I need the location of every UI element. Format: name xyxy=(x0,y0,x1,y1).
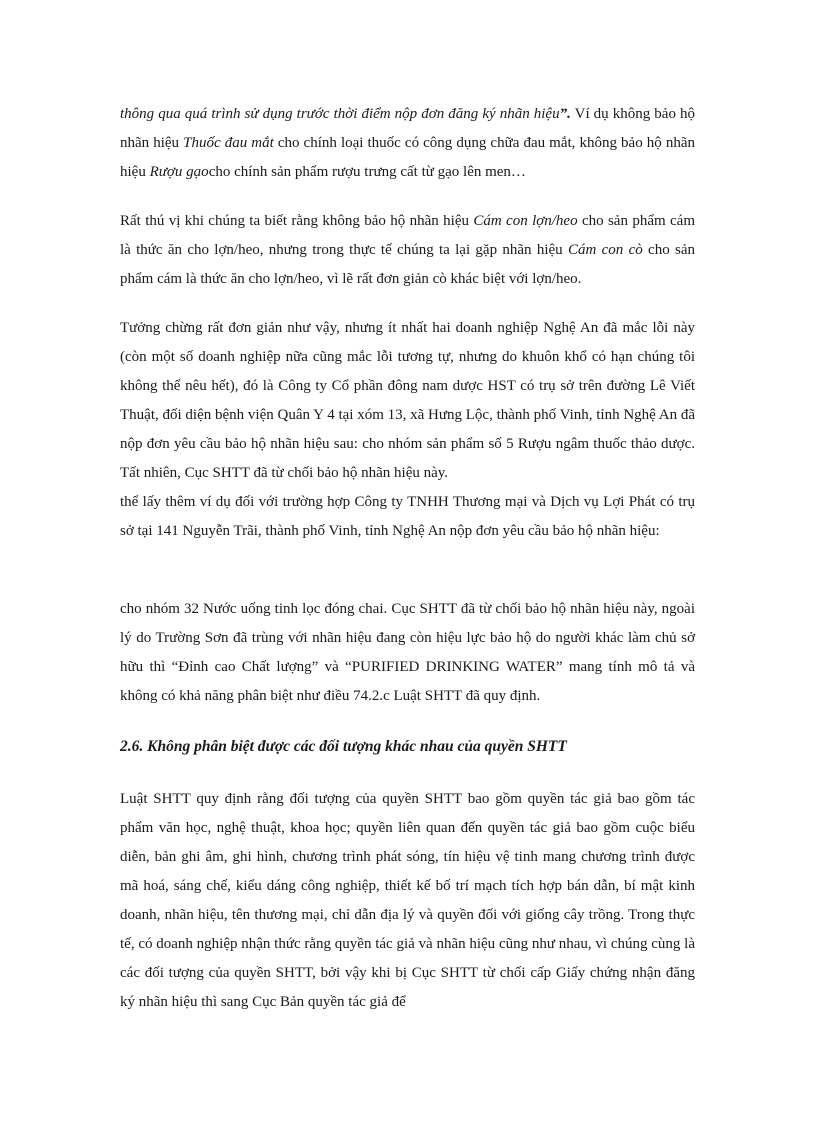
paragraph-ip-objects: Luật SHTT quy định rằng đối tượng của quyền SHTT bao gồm quyền tác giả bao gồm tác phẩm văn học, nghệ thuật, khoa học; quyền liên quan đến quyền tác giả bao gồm cuộc biểu diễn, bản ghi âm, ghi hình, chương trình phát sóng, tín hiệu vệ tinh mang chương trình được mã hoá, sáng chế, kiểu dáng công nghiệp, thiết kế bố trí mạch tích hợp bán dẫn, bí mật kinh doanh, nhãn hiệu, tên thương mại, chỉ dẫn địa lý và quyền đối với giống cây trồng. Trong thực tế, có doanh nghiệp nhận thức rằng quyền tác giả và nhãn hiệu cũng như nhau, vì chúng cùng là các đối tượng của quyền SHTT, bởi vậy khi bị Cục SHTT từ chối cấp Giấy chứng nhận đăng ký nhãn hiệu thì sang Cục Bản quyền tác giả để xyxy=(120,791,695,1010)
text-segment: cho sản phẩm cám là thức ăn cho lợn/heo, nhưng trong thực tế chúng ta lại gặp nhãn hiệu xyxy=(120,213,695,258)
trademark-name: Cám con lợn/heo xyxy=(473,213,578,229)
text-segment: Ví dụ không bảo hộ nhãn hiệu xyxy=(120,106,695,151)
trademark-name: Cám con cò xyxy=(567,242,643,258)
italic-quote-end: thông qua quá trình sử dụng trước thời điểm nộp đơn đăng ký nhãn hiệu xyxy=(120,106,560,122)
paragraph-nghe-an-enterprises: Tưởng chừng rất đơn giản như vậy, nhưng ít nhất hai doanh nghiệp Nghệ An đã mắc lỗi này (còn một số doanh nghiệp nữa cũng mắc lỗi tương tự, nhưng do khuôn khổ có hạn chúng tôi không thể nêu hết), đó là Công ty Cổ phần đông nam dược HST có trụ sở trên đường Lê Viết Thuật, đối diện bệnh viện Quân Y 4 tại xóm 13, xã Hưng Lộc, thành phố Vinh, tỉnh Nghệ An đã nộp đơn yêu cầu bảo hộ nhãn hiệu sau: cho nhóm sản phẩm số 5 Rượu ngâm thuốc thảo dược. Tất nhiên, Cục SHTT đã từ chối bảo hộ nhãn hiệu này. xyxy=(120,320,695,481)
paragraph-trademark-examples xyxy=(120,100,695,187)
paragraph-loi-phat-example: thể lấy thêm ví dụ đối với trường hợp Công ty TNHH Thương mại và Dịch vụ Lợi Phát có trụ sở tại 141 Nguyễn Trãi, thành phố Vinh, tỉnh Nghệ An nộp đơn yêu cầu bảo hộ nhãn hiệu: xyxy=(120,494,695,539)
paragraph-cam-example xyxy=(120,207,695,294)
text-segment: Rất thú vị khi chúng ta biết rằng không bảo hộ nhãn hiệu xyxy=(120,213,474,229)
section-heading: 2.6. Không phân biệt được các đối tượng khác nhau của quyền SHTT xyxy=(120,738,567,755)
paragraph-truong-son-refusal: cho nhóm 32 Nước uống tinh lọc đóng chai. Cục SHTT đã từ chối bảo hộ nhãn hiệu này, ngoài lý do Trường Sơn đã trùng với nhãn hiệu đang còn hiệu lực bảo hộ do người khác làm chủ sở hữu thì “Đỉnh cao Chất lượng” và “PURIFIED DRINKING WATER” mang tính mô tả và không có khả năng phân biệt như điều 74.2.c Luật SHTT đã quy định. xyxy=(120,601,695,704)
trademark-name: Thuốc đau mắt xyxy=(183,135,274,151)
text-segment: cho sản phẩm cám là thức ăn cho lợn/heo, vì lẽ rất đơn giản cò khác biệt với lợn/heo. xyxy=(120,242,696,287)
closing-quote: ”. xyxy=(559,106,571,122)
text-segment: cho chính sản phẩm rượu trưng cất từ gạo lên men… xyxy=(208,164,526,180)
trademark-name: Rượu gạo xyxy=(149,164,209,180)
text-segment: cho chính loại thuốc có công dụng chữa đau mắt, không bảo hộ nhãn hiệu xyxy=(120,135,696,180)
